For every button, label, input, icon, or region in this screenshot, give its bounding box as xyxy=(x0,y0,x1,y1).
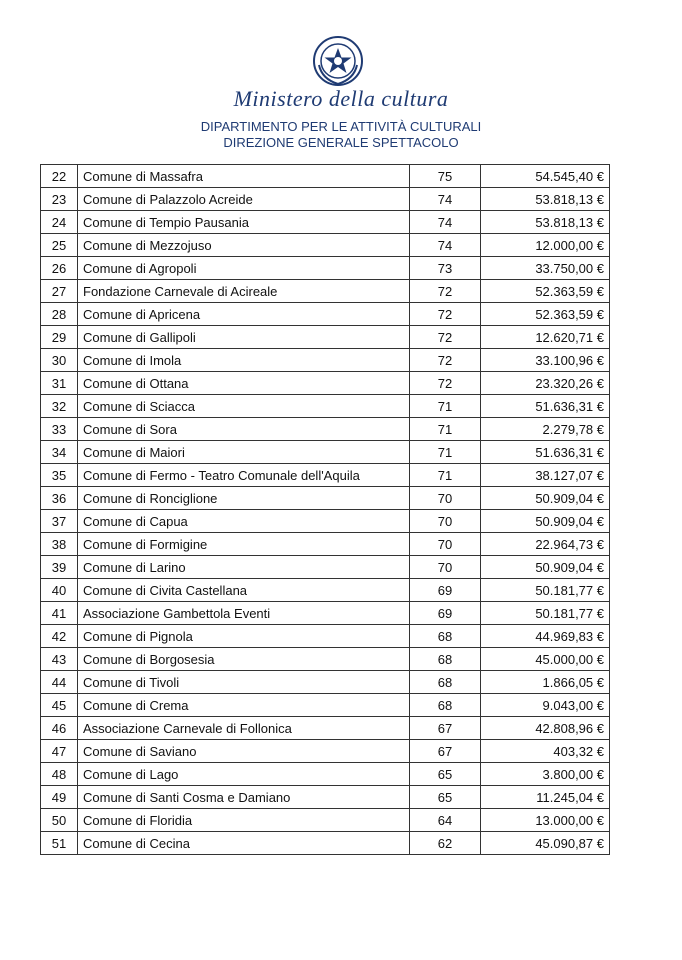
name-cell: Comune di Maiori xyxy=(78,441,410,464)
name-cell: Comune di Tempio Pausania xyxy=(78,211,410,234)
amount-cell: 13.000,00 € xyxy=(481,809,610,832)
score-cell: 67 xyxy=(410,717,481,740)
rank-cell: 31 xyxy=(41,372,78,395)
amount-cell: 50.181,77 € xyxy=(481,602,610,625)
amount-cell: 50.909,04 € xyxy=(481,510,610,533)
table-row xyxy=(41,832,610,855)
table-row xyxy=(41,395,610,418)
table-row xyxy=(41,786,610,809)
rank-cell: 40 xyxy=(41,579,78,602)
rank-cell: 46 xyxy=(41,717,78,740)
table-row xyxy=(41,349,610,372)
score-cell: 68 xyxy=(410,625,481,648)
table-row xyxy=(41,740,610,763)
rank-cell: 51 xyxy=(41,832,78,855)
directorate-name: DIREZIONE GENERALE SPETTACOLO xyxy=(223,135,459,150)
name-cell: Comune di Borgosesia xyxy=(78,648,410,671)
score-cell: 72 xyxy=(410,372,481,395)
score-cell: 67 xyxy=(410,740,481,763)
amount-cell: 51.636,31 € xyxy=(481,395,610,418)
rank-cell: 23 xyxy=(41,188,78,211)
score-cell: 72 xyxy=(410,326,481,349)
name-cell: Comune di Crema xyxy=(78,694,410,717)
table-row xyxy=(41,280,610,303)
rank-cell: 43 xyxy=(41,648,78,671)
score-cell: 69 xyxy=(410,602,481,625)
score-cell: 72 xyxy=(410,280,481,303)
table-row xyxy=(41,257,610,280)
rank-cell: 44 xyxy=(41,671,78,694)
score-cell: 71 xyxy=(410,418,481,441)
name-cell: Comune di Agropoli xyxy=(78,257,410,280)
name-cell: Comune di Ronciglione xyxy=(78,487,410,510)
table-row xyxy=(41,717,610,740)
name-cell: Comune di Ottana xyxy=(78,372,410,395)
score-cell: 71 xyxy=(410,464,481,487)
score-cell: 68 xyxy=(410,671,481,694)
name-cell: Comune di Larino xyxy=(78,556,410,579)
amount-cell: 53.818,13 € xyxy=(481,188,610,211)
amount-cell: 1.866,05 € xyxy=(481,671,610,694)
amount-cell: 3.800,00 € xyxy=(481,763,610,786)
score-cell: 70 xyxy=(410,533,481,556)
rank-cell: 26 xyxy=(41,257,78,280)
score-cell: 74 xyxy=(410,234,481,257)
amount-cell: 53.818,13 € xyxy=(481,211,610,234)
name-cell: Comune di Capua xyxy=(78,510,410,533)
amount-cell: 9.043,00 € xyxy=(481,694,610,717)
score-cell: 68 xyxy=(410,648,481,671)
score-cell: 74 xyxy=(410,211,481,234)
rank-cell: 33 xyxy=(41,418,78,441)
rank-cell: 49 xyxy=(41,786,78,809)
score-cell: 64 xyxy=(410,809,481,832)
table-row xyxy=(41,441,610,464)
funding-table xyxy=(40,164,610,855)
name-cell: Comune di Tivoli xyxy=(78,671,410,694)
table-row xyxy=(41,556,610,579)
table-row xyxy=(41,533,610,556)
rank-cell: 38 xyxy=(41,533,78,556)
score-cell: 69 xyxy=(410,579,481,602)
table-row xyxy=(41,510,610,533)
table-row xyxy=(41,211,610,234)
name-cell: Comune di Saviano xyxy=(78,740,410,763)
name-cell: Comune di Civita Castellana xyxy=(78,579,410,602)
table-row xyxy=(41,487,610,510)
table-row xyxy=(41,625,610,648)
score-cell: 65 xyxy=(410,786,481,809)
ministry-title: Ministero della cultura xyxy=(233,86,449,111)
amount-cell: 51.636,31 € xyxy=(481,441,610,464)
table-row xyxy=(41,188,610,211)
table-row xyxy=(41,303,610,326)
department-heading xyxy=(0,119,682,151)
score-cell: 74 xyxy=(410,188,481,211)
name-cell: Associazione Carnevale di Follonica xyxy=(78,717,410,740)
score-cell: 73 xyxy=(410,257,481,280)
amount-cell: 23.320,26 € xyxy=(481,372,610,395)
rank-cell: 41 xyxy=(41,602,78,625)
table-row xyxy=(41,165,610,188)
name-cell: Comune di Lago xyxy=(78,763,410,786)
amount-cell: 50.909,04 € xyxy=(481,487,610,510)
amount-cell: 38.127,07 € xyxy=(481,464,610,487)
amount-cell: 12.000,00 € xyxy=(481,234,610,257)
rank-cell: 27 xyxy=(41,280,78,303)
rank-cell: 42 xyxy=(41,625,78,648)
rank-cell: 47 xyxy=(41,740,78,763)
amount-cell: 403,32 € xyxy=(481,740,610,763)
rank-cell: 30 xyxy=(41,349,78,372)
table-row xyxy=(41,694,610,717)
name-cell: Comune di Pignola xyxy=(78,625,410,648)
rank-cell: 39 xyxy=(41,556,78,579)
amount-cell: 52.363,59 € xyxy=(481,280,610,303)
name-cell: Associazione Gambettola Eventi xyxy=(78,602,410,625)
name-cell: Comune di Formigine xyxy=(78,533,410,556)
score-cell: 70 xyxy=(410,556,481,579)
amount-cell: 33.100,96 € xyxy=(481,349,610,372)
score-cell: 71 xyxy=(410,395,481,418)
rank-cell: 35 xyxy=(41,464,78,487)
table-row xyxy=(41,464,610,487)
document-header xyxy=(0,0,682,160)
score-cell: 75 xyxy=(410,165,481,188)
amount-cell: 52.363,59 € xyxy=(481,303,610,326)
table-row xyxy=(41,418,610,441)
rank-cell: 22 xyxy=(41,165,78,188)
table-row xyxy=(41,809,610,832)
score-cell: 70 xyxy=(410,487,481,510)
table-row xyxy=(41,579,610,602)
amount-cell: 22.964,73 € xyxy=(481,533,610,556)
funding-table-body xyxy=(41,165,610,855)
score-cell: 68 xyxy=(410,694,481,717)
name-cell: Comune di Palazzolo Acreide xyxy=(78,188,410,211)
amount-cell: 33.750,00 € xyxy=(481,257,610,280)
name-cell: Comune di Floridia xyxy=(78,809,410,832)
rank-cell: 45 xyxy=(41,694,78,717)
rank-cell: 24 xyxy=(41,211,78,234)
score-cell: 71 xyxy=(410,441,481,464)
amount-cell: 2.279,78 € xyxy=(481,418,610,441)
name-cell: Comune di Massafra xyxy=(78,165,410,188)
score-cell: 72 xyxy=(410,349,481,372)
table-row xyxy=(41,648,610,671)
italian-republic-emblem-icon xyxy=(312,35,364,87)
name-cell: Comune di Imola xyxy=(78,349,410,372)
table-row xyxy=(41,234,610,257)
rank-cell: 28 xyxy=(41,303,78,326)
name-cell: Fondazione Carnevale di Acireale xyxy=(78,280,410,303)
name-cell: Comune di Santi Cosma e Damiano xyxy=(78,786,410,809)
name-cell: Comune di Fermo - Teatro Comunale dell'Aquila xyxy=(78,464,410,487)
amount-cell: 54.545,40 € xyxy=(481,165,610,188)
rank-cell: 25 xyxy=(41,234,78,257)
amount-cell: 50.181,77 € xyxy=(481,579,610,602)
name-cell: Comune di Gallipoli xyxy=(78,326,410,349)
amount-cell: 11.245,04 € xyxy=(481,786,610,809)
department-name: DIPARTIMENTO PER LE ATTIVITÀ CULTURALI xyxy=(200,119,482,134)
rank-cell: 34 xyxy=(41,441,78,464)
amount-cell: 45.090,87 € xyxy=(481,832,610,855)
table-row xyxy=(41,671,610,694)
amount-cell: 45.000,00 € xyxy=(481,648,610,671)
rank-cell: 29 xyxy=(41,326,78,349)
table-row xyxy=(41,602,610,625)
name-cell: Comune di Mezzojuso xyxy=(78,234,410,257)
name-cell: Comune di Apricena xyxy=(78,303,410,326)
score-cell: 70 xyxy=(410,510,481,533)
score-cell: 62 xyxy=(410,832,481,855)
rank-cell: 32 xyxy=(41,395,78,418)
name-cell: Comune di Sora xyxy=(78,418,410,441)
amount-cell: 42.808,96 € xyxy=(481,717,610,740)
table-row xyxy=(41,763,610,786)
amount-cell: 50.909,04 € xyxy=(481,556,610,579)
amount-cell: 12.620,71 € xyxy=(481,326,610,349)
name-cell: Comune di Sciacca xyxy=(78,395,410,418)
score-cell: 65 xyxy=(410,763,481,786)
amount-cell: 44.969,83 € xyxy=(481,625,610,648)
rank-cell: 36 xyxy=(41,487,78,510)
rank-cell: 50 xyxy=(41,809,78,832)
rank-cell: 37 xyxy=(41,510,78,533)
name-cell: Comune di Cecina xyxy=(78,832,410,855)
rank-cell: 48 xyxy=(41,763,78,786)
table-row xyxy=(41,326,610,349)
table-row xyxy=(41,372,610,395)
score-cell: 72 xyxy=(410,303,481,326)
